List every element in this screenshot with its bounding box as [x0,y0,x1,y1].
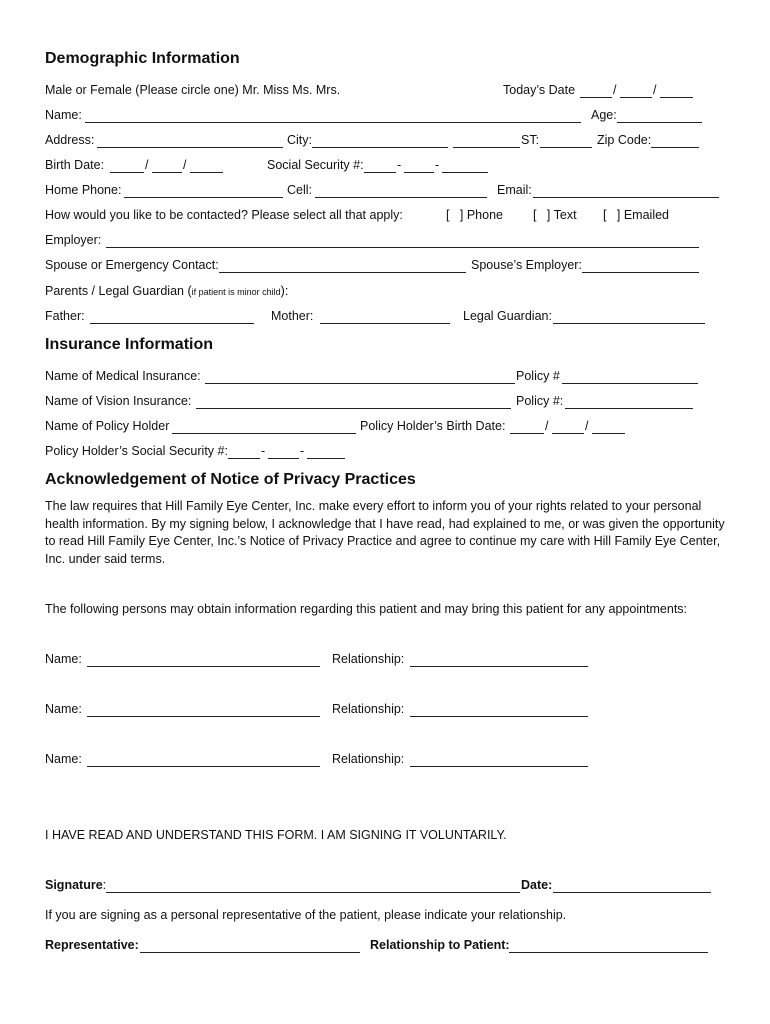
vision-insurance-label: Name of Vision Insurance: [45,394,192,408]
zip-label: Zip Code: [597,133,652,147]
contact-text-checkbox[interactable]: [ ] Text [533,208,577,222]
parents-label-text: Parents / Legal Guardian ( [45,284,192,298]
holder-birth-day-field[interactable] [552,420,584,434]
city-field[interactable] [312,134,448,148]
cell-field[interactable] [315,184,487,198]
ssn-part2-field[interactable] [404,159,434,173]
representative-field[interactable] [140,939,360,953]
birth-month-field[interactable] [110,159,144,173]
contact-phone-label: Phone [466,208,503,222]
spouse-field[interactable] [219,259,466,273]
parents-close: ): [280,284,289,298]
gender-label: Male or Female (Please circle one) Mr. Miss Ms. Mrs. [45,83,341,97]
persons-intro: The following persons may obtain information regarding this patient and may bring this patient for any appointments: [45,602,688,616]
guardian-field[interactable] [553,310,705,324]
parents-note: if patient is minor child [191,287,281,297]
contact-phone-checkbox[interactable]: [ ] Phone [446,208,503,222]
relationship-label: Relationship: [332,702,405,716]
vision-insurance-field[interactable] [196,395,511,409]
privacy-heading: Acknowledgement of Notice of Privacy Practices [45,471,416,488]
demographic-heading: Demographic Information [45,50,240,67]
birth-day-field[interactable] [152,159,182,173]
contact-email-checkbox[interactable]: [ ] Emailed [603,208,670,222]
ssn-dash: - [435,158,440,172]
signature-label-text: Signature [45,878,103,892]
city-label: City: [287,133,312,147]
medical-insurance-field[interactable] [205,370,515,384]
birth-date-label: Birth Date: [45,158,105,172]
holder-birth-month-field[interactable] [510,420,544,434]
holder-birth-year-field[interactable] [592,420,625,434]
st-field[interactable] [540,134,592,148]
holder-ssn-label: Policy Holder’s Social Security #: [45,444,228,458]
relationship-to-patient-label: Relationship to Patient: [370,938,510,952]
signature-label [45,878,106,893]
address-field[interactable] [97,134,283,148]
zip-field[interactable] [651,134,699,148]
home-phone-label: Home Phone: [45,183,122,197]
holder-ssn-part2-field[interactable] [268,445,299,459]
birth-year-field[interactable] [190,159,223,173]
todays-date-month-field[interactable] [580,84,612,98]
medical-insurance-label: Name of Medical Insurance: [45,369,201,383]
contact-email-label: Emailed [623,208,670,222]
authorized-name-label: Name: [45,702,82,716]
parents-label [45,284,288,300]
relationship-field[interactable] [410,703,588,717]
todays-date-year-field[interactable] [660,84,693,98]
date-slash: / [545,419,549,433]
city-field-extension[interactable] [453,134,520,148]
signature-colon: : [102,878,107,892]
age-field[interactable] [617,109,702,123]
representative-label: Representative: [45,938,139,952]
signature-date-field[interactable] [553,879,711,893]
medical-policy-field[interactable] [562,370,698,384]
spouse-label: Spouse or Emergency Contact: [45,258,219,272]
address-label: Address: [45,133,95,147]
privacy-paragraph: The law requires that Hill Family Eye Center, Inc. make every effort to inform you of your rights related to your personal health information. By my signing below, I acknowledge that I have read, had explained to me, or was given the opportunity to read Hill Family Eye Center, Inc.’s Notice of Privacy Practice and agree to continue my care with Hill Family Eye Center, Inc. under said terms. [45,499,725,566]
spouse-employer-label: Spouse’s Employer: [471,258,582,272]
ssn-part3-field[interactable] [442,159,488,173]
relationship-field[interactable] [410,653,588,667]
ssn-label: Social Security #: [267,158,364,172]
date-slash: / [183,158,187,172]
employer-label: Employer: [45,233,102,247]
date-slash: / [653,83,657,97]
guardian-label: Legal Guardian: [463,309,552,323]
date-label: Date: [521,878,553,892]
ssn-part1-field[interactable] [364,159,396,173]
holder-ssn-part1-field[interactable] [228,445,260,459]
email-label: Email: [497,183,532,197]
vision-policy-field[interactable] [565,395,693,409]
name-label: Name: [45,108,82,122]
authorized-name-field[interactable] [87,753,320,767]
authorized-name-field[interactable] [87,703,320,717]
policy-holder-label: Name of Policy Holder [45,419,170,433]
relationship-label: Relationship: [332,652,405,666]
date-slash: / [613,83,617,97]
insurance-heading: Insurance Information [45,336,214,353]
holder-birth-label: Policy Holder’s Birth Date: [360,419,506,433]
contact-text-label: Text [553,208,577,222]
relationship-field[interactable] [410,753,588,767]
ssn-dash: - [261,444,266,458]
father-field[interactable] [90,310,254,324]
vision-policy-label: Policy #: [516,394,564,408]
contact-question: How would you like to be contacted? Please select all that apply: [45,208,403,222]
authorized-name-label: Name: [45,752,82,766]
relationship-to-patient-field[interactable] [509,939,708,953]
father-label: Father: [45,309,85,323]
relationship-label: Relationship: [332,752,405,766]
representative-instruction: If you are signing as a personal representative of the patient, please indicate your relationship. [45,908,567,922]
spouse-employer-field[interactable] [582,259,699,273]
authorized-name-field[interactable] [87,653,320,667]
policy-holder-field[interactable] [172,420,356,434]
todays-date-label: Today’s Date [503,83,576,97]
todays-date-day-field[interactable] [620,84,652,98]
mother-label: Mother: [271,309,314,323]
ssn-dash: - [300,444,305,458]
age-label: Age: [591,108,617,122]
home-phone-field[interactable] [124,184,283,198]
signature-field[interactable] [106,879,520,893]
medical-policy-label: Policy # [516,369,560,383]
consent-statement: I HAVE READ AND UNDERSTAND THIS FORM. I AM SIGNING IT VOLUNTARILY. [45,828,507,842]
holder-ssn-part3-field[interactable] [307,445,345,459]
name-field[interactable] [85,109,581,123]
employer-field[interactable] [106,234,699,248]
mother-field[interactable] [320,310,450,324]
cell-label: Cell: [287,183,313,197]
date-slash: / [145,158,149,172]
ssn-dash: - [397,158,402,172]
authorized-name-label: Name: [45,652,82,666]
date-slash: / [585,419,589,433]
st-label: ST: [521,133,540,147]
email-field[interactable] [533,184,719,198]
